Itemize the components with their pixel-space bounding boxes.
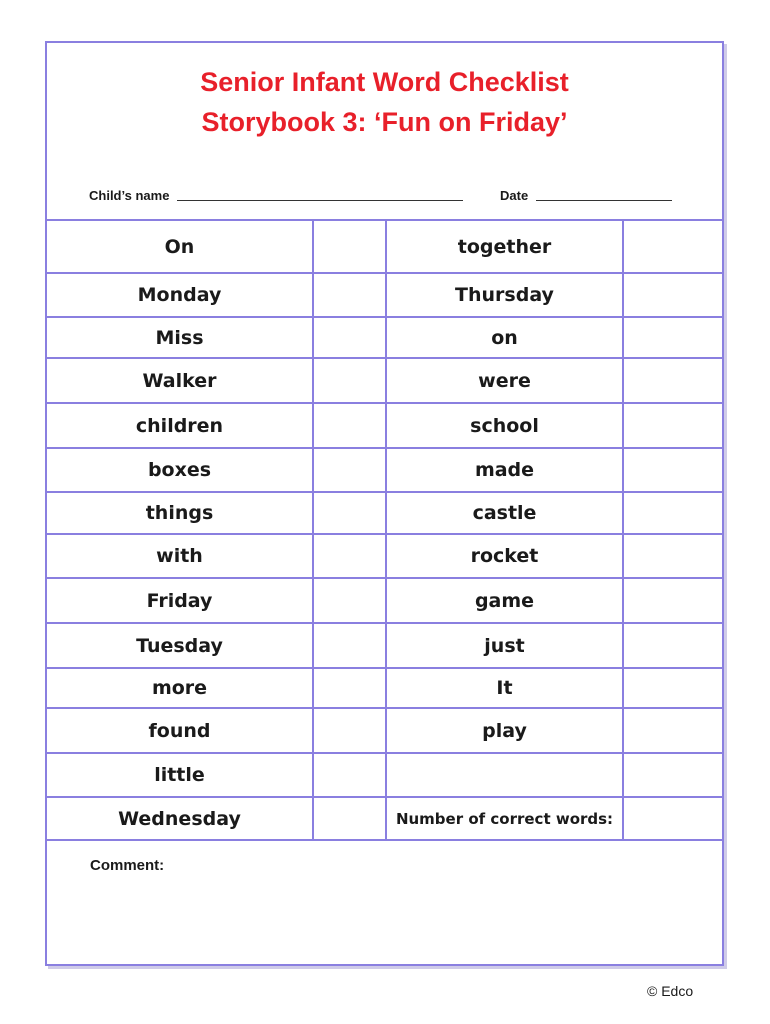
worksheet-title: Senior Infant Word Checklist — [200, 67, 569, 97]
word-row — [47, 668, 722, 708]
word-right: castle — [386, 492, 623, 534]
tick-box-left[interactable] — [313, 358, 386, 403]
word-right: together — [386, 220, 623, 273]
tick-box-left[interactable] — [313, 708, 386, 753]
tick-box-right[interactable] — [623, 492, 722, 534]
tick-box-left[interactable] — [313, 534, 386, 578]
comment-label: Comment: — [90, 857, 165, 874]
child-name-line[interactable] — [177, 199, 463, 201]
tick-box-right[interactable] — [623, 403, 722, 448]
word-right: just — [386, 623, 623, 668]
word-row — [47, 492, 722, 534]
word-row — [47, 220, 722, 273]
score-label: Number of correct words: — [386, 797, 623, 840]
word-left: Monday — [47, 273, 313, 317]
word-left: Miss — [47, 317, 313, 358]
word-right: play — [386, 708, 623, 753]
tick-box-right[interactable] — [623, 753, 722, 797]
tick-box-right[interactable] — [623, 273, 722, 317]
word-left: little — [47, 753, 313, 797]
word-row — [47, 797, 722, 840]
word-left: more — [47, 668, 313, 708]
date-label: Date — [500, 188, 529, 203]
tick-box-right[interactable] — [623, 623, 722, 668]
tick-box-right[interactable] — [623, 220, 722, 273]
child-name-label: Child’s name — [89, 188, 170, 203]
word-right: on — [386, 317, 623, 358]
tick-box-left[interactable] — [313, 578, 386, 623]
tick-box-right[interactable] — [623, 534, 722, 578]
word-row — [47, 578, 722, 623]
tick-box-left[interactable] — [313, 668, 386, 708]
tick-box-right[interactable] — [623, 578, 722, 623]
word-row — [47, 534, 722, 578]
word-row — [47, 448, 722, 492]
word-left: children — [47, 403, 313, 448]
tick-box-left[interactable] — [313, 492, 386, 534]
word-left: Friday — [47, 578, 313, 623]
word-left: with — [47, 534, 313, 578]
word-right: were — [386, 358, 623, 403]
score-box[interactable] — [623, 797, 722, 840]
word-row — [47, 358, 722, 403]
word-right: Thursday — [386, 273, 623, 317]
tick-box-left[interactable] — [313, 220, 386, 273]
date-line[interactable] — [536, 199, 672, 201]
tick-box-right[interactable] — [623, 668, 722, 708]
word-right: made — [386, 448, 623, 492]
word-left: Tuesday — [47, 623, 313, 668]
word-row — [47, 273, 722, 317]
tick-box-left[interactable] — [313, 317, 386, 358]
word-row — [47, 403, 722, 448]
worksheet — [45, 41, 724, 966]
word-left: Walker — [47, 358, 313, 403]
word-row — [47, 708, 722, 753]
copyright-notice: © Edco — [647, 983, 694, 999]
tick-box-right[interactable] — [623, 317, 722, 358]
word-right: rocket — [386, 534, 623, 578]
word-right: school — [386, 403, 623, 448]
tick-box-left[interactable] — [313, 403, 386, 448]
word-right: game — [386, 578, 623, 623]
word-left: things — [47, 492, 313, 534]
worksheet-subtitle: Storybook 3: ‘Fun on Friday’ — [201, 107, 568, 137]
word-left: On — [47, 220, 313, 273]
word-left: boxes — [47, 448, 313, 492]
date-field[interactable] — [500, 188, 672, 203]
tick-box-right[interactable] — [623, 358, 722, 403]
tick-box-left[interactable] — [313, 623, 386, 668]
word-left: Wednesday — [47, 797, 313, 840]
tick-box-left[interactable] — [313, 448, 386, 492]
tick-box-left[interactable] — [313, 753, 386, 797]
word-row — [47, 623, 722, 668]
word-row — [47, 317, 722, 358]
tick-box-right[interactable] — [623, 708, 722, 753]
word-grid — [47, 219, 722, 841]
tick-box-right[interactable] — [623, 448, 722, 492]
word-left: found — [47, 708, 313, 753]
word-right: It — [386, 668, 623, 708]
word-right — [386, 753, 623, 797]
tick-box-left[interactable] — [313, 273, 386, 317]
word-row — [47, 753, 722, 797]
tick-box-left[interactable] — [313, 797, 386, 840]
child-name-field[interactable] — [89, 188, 463, 203]
